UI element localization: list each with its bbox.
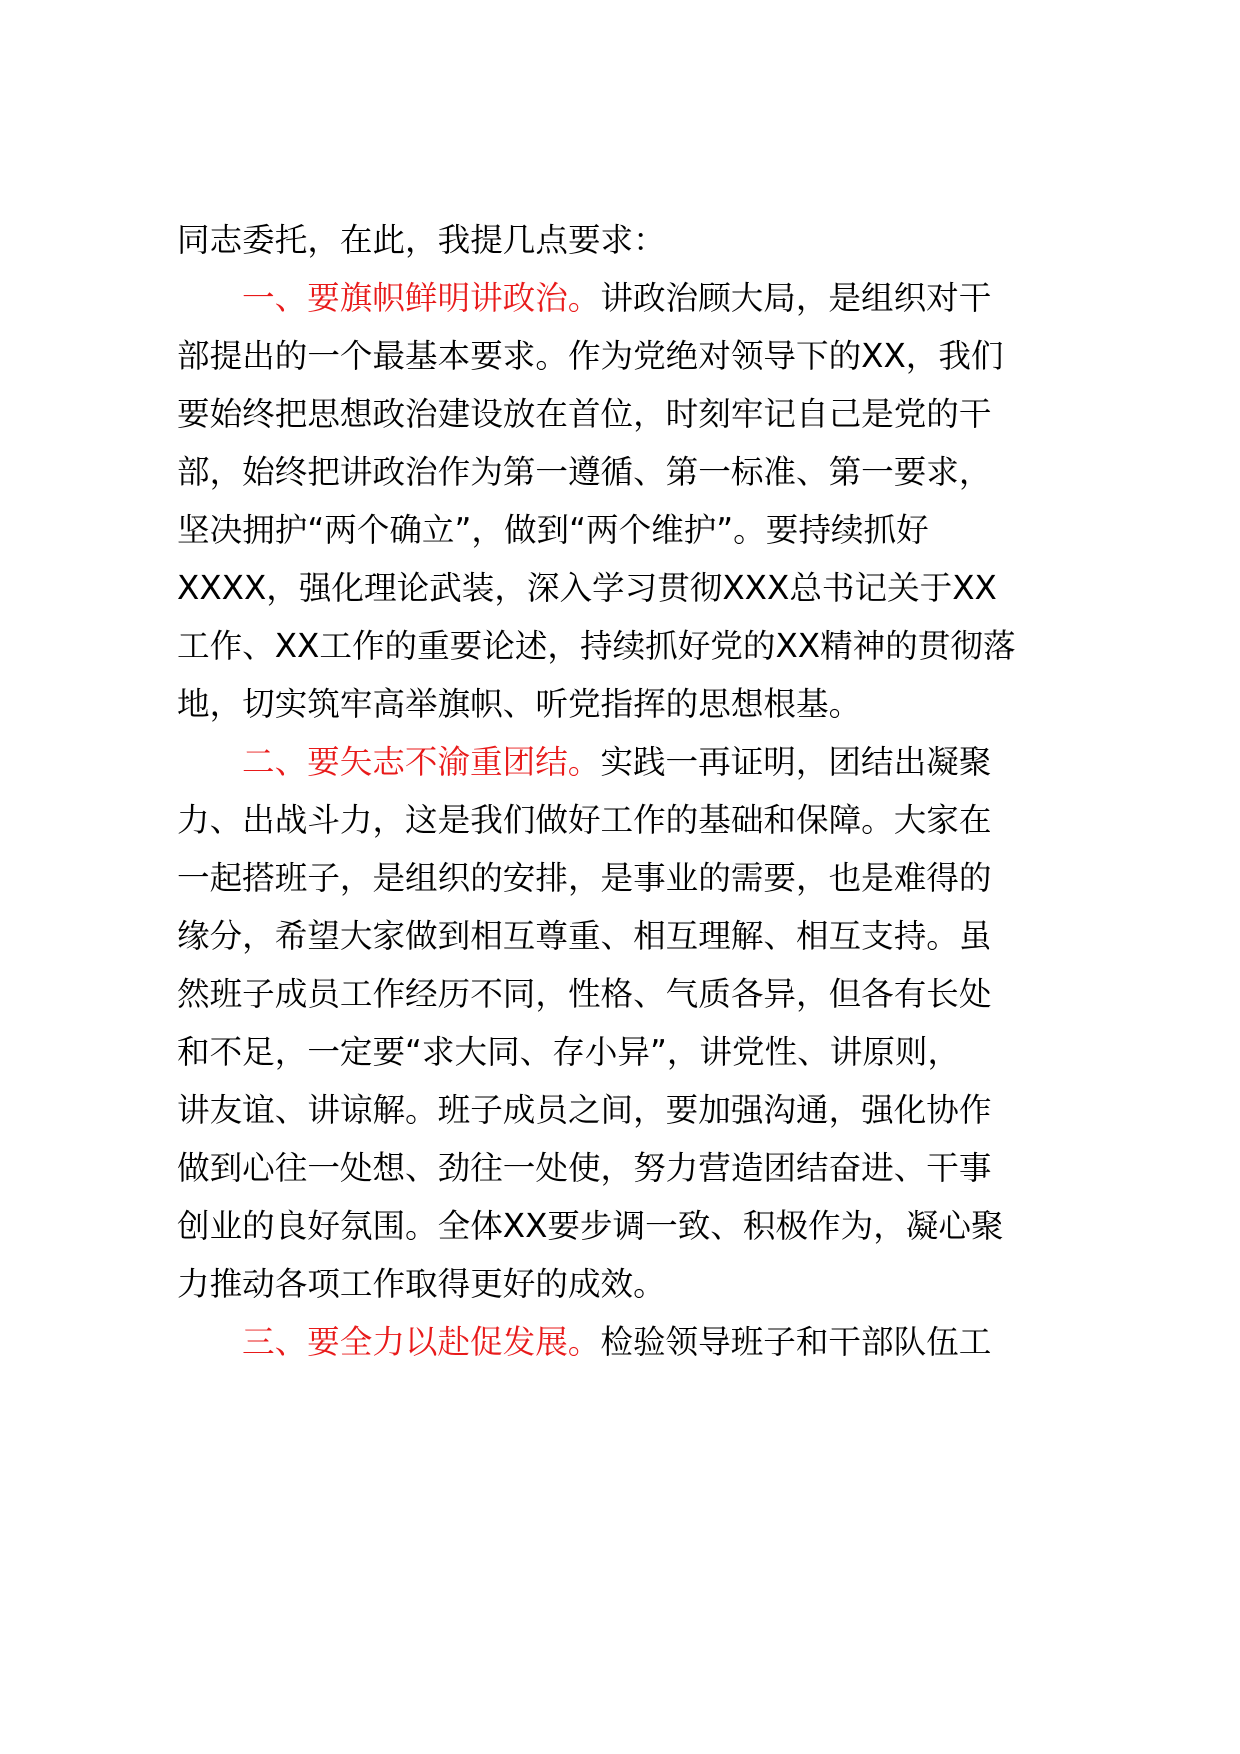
section-heading-2: 二、要矢志不渝重团结。 [242, 743, 601, 781]
text-line [177, 498, 1117, 562]
paragraph-2-first-line [242, 730, 1117, 794]
paragraph-1-first-line [242, 266, 1117, 330]
line-text: 讲政治顾大局，是组织对干 [600, 279, 992, 317]
section-heading-1: 一、要旗帜鲜明讲政治。 [242, 279, 601, 317]
text-line [177, 1252, 1117, 1316]
text-line [177, 904, 1117, 968]
line-text: 一起搭班子，是组织的安排，是事业的需要，也是难得的 [177, 859, 992, 897]
line-text: 部提出的一个最基本要求。作为党绝对领导下的XX，我们 [177, 337, 1004, 375]
line-text: 缘分，希望大家做到相互尊重、相互理解、相互支持。虽 [177, 917, 992, 955]
line-text: XXXX，强化理论武装，深入学习贯彻XXX总书记关于XX [177, 569, 997, 607]
line-text: 部，始终把讲政治作为第一遵循、第一标准、第一要求， [177, 453, 992, 491]
line-text: 地，切实筑牢高举旗帜、听党指挥的思想根基。 [177, 685, 862, 723]
text-line [177, 788, 1117, 852]
line-text: 检验领导班子和干部队伍工 [600, 1323, 992, 1361]
line-text: 力、出战斗力，这是我们做好工作的基础和保障。大家在 [177, 801, 992, 839]
text-line [177, 556, 1117, 620]
line-text: 同志委托，在此，我提几点要求： [177, 221, 666, 259]
line-text: 工作、XX工作的重要论述，持续抓好党的XX精神的贯彻落 [177, 627, 1016, 665]
text-line [177, 324, 1117, 388]
text-line [177, 1078, 1117, 1142]
line-text: 力推动各项工作取得更好的成效。 [177, 1265, 666, 1303]
line-text: 坚决拥护“两个确立”，做到“两个维护”。要持续抓好 [177, 511, 929, 549]
line-text: 和不足，一定要“求大同、存小异”，讲党性、讲原则， [177, 1033, 961, 1071]
line-text: 讲友谊、讲谅解。班子成员之间，要加强沟通，强化协作 [177, 1091, 992, 1129]
line-text: 创业的良好氛围。全体XX要步调一致、积极作为，凝心聚 [177, 1207, 1004, 1245]
text-line [177, 208, 1117, 272]
text-line [177, 614, 1117, 678]
section-heading-3: 三、要全力以赴促发展。 [242, 1323, 601, 1361]
text-line [177, 846, 1117, 910]
line-text: 要始终把思想政治建设放在首位，时刻牢记自己是党的干 [177, 395, 992, 433]
text-line [177, 1020, 1117, 1084]
text-line [177, 382, 1117, 446]
text-line [177, 1136, 1117, 1200]
text-line [177, 1194, 1117, 1258]
text-line [177, 962, 1117, 1026]
line-text: 实践一再证明，团结出凝聚 [600, 743, 992, 781]
text-line [177, 672, 1117, 736]
line-text: 做到心往一处想、劲往一处使，努力营造团结奋进、干事 [177, 1149, 992, 1187]
line-text: 然班子成员工作经历不同，性格、气质各异，但各有长处 [177, 975, 992, 1013]
text-line [177, 440, 1117, 504]
paragraph-3-first-line [242, 1310, 1117, 1374]
